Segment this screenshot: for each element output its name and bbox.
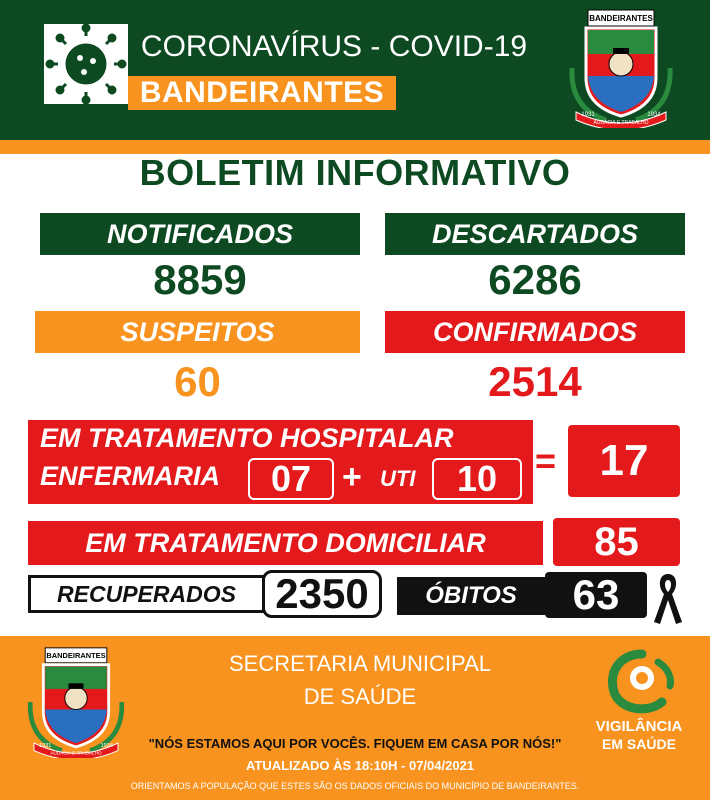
hospital-total-value: 17 — [568, 425, 680, 497]
mourning-ribbon-icon — [650, 570, 686, 626]
vigilancia-subtitle: EM SAÚDE — [602, 736, 676, 752]
campaign-title — [128, 24, 540, 70]
uti-label: UTI — [380, 466, 416, 491]
hospital-treatment-title: EM TRATAMENTO HOSPITALAR — [40, 423, 454, 453]
crest-top-motto: AUDÁCIA E TRABALHO — [593, 120, 649, 126]
campaign-title-text: CORONAVÍRUS - COVID-19 — [140, 30, 528, 63]
enfermaria-value: 07 — [248, 458, 334, 500]
deaths-value: 63 — [545, 572, 647, 618]
descartados-value: 6286 — [488, 256, 582, 303]
notificados-value: 8859 — [153, 256, 247, 303]
home-treatment-label-text: EM TRATAMENTO DOMICILIAR — [85, 527, 486, 558]
vigilancia-name: VIGILÂNCIA — [595, 718, 683, 735]
uti-value: 10 — [432, 458, 522, 500]
recovered-value: 2350 — [262, 570, 382, 618]
updated-timestamp: ATUALIZADO ÀS 18:10H - 07/04/2021 — [245, 758, 475, 773]
suspeitos-value: 60 — [174, 358, 221, 405]
enfermaria-label: ENFERMARIA — [40, 461, 220, 491]
plus-sign: + — [342, 458, 362, 496]
confirmados-value: 2514 — [488, 358, 582, 405]
notificados-label: NOTIFICADOS — [40, 213, 360, 255]
crest-bottom-motto: AUDÁCIA E TRABALHO — [50, 750, 102, 756]
official-data-notice: ORIENTAMOS A POPULAÇÃO QUE ESTES SÃO OS DADOS OFICIAIS DO MUNICÍPIO DE BANDEIRANTES. — [130, 781, 580, 791]
crest-top-name: BANDEIRANTES — [589, 14, 653, 23]
descartados-label: DESCARTADOS — [385, 213, 685, 255]
vigilancia-logo-icon — [600, 648, 684, 718]
crest-bottom-name: BANDEIRANTES — [46, 651, 106, 661]
bulletin-title: BOLETIM INFORMATIVO — [139, 152, 571, 193]
footer-quote: "NÓS ESTAMOS AQUI POR VOCÊS. FIQUEM EM CASA POR NÓS!" — [148, 736, 562, 751]
secretaria-line-2: DE SAÚDE — [303, 684, 417, 709]
home-treatment-label — [28, 521, 543, 565]
city-name-banner: BANDEIRANTES — [128, 76, 396, 110]
secretaria-line-1: SECRETARIA MUNICIPAL — [228, 651, 491, 676]
home-treatment-value: 85 — [553, 518, 680, 566]
crest-bottom-year-right: 1934 — [100, 742, 114, 749]
city-crest-icon — [566, 8, 676, 128]
crest-bottom-year-left: 1931 — [38, 742, 52, 749]
deaths-label: ÓBITOS — [397, 577, 545, 615]
crest-top-year-right: 1934 — [647, 112, 661, 118]
recovered-label: RECUPERADOS — [28, 575, 265, 613]
suspeitos-label: SUSPEITOS — [35, 311, 360, 353]
confirmados-label: CONFIRMADOS — [385, 311, 685, 353]
crest-top-year-left: 1931 — [581, 112, 595, 118]
equals-sign: = — [535, 440, 557, 481]
virus-icon — [44, 24, 128, 104]
